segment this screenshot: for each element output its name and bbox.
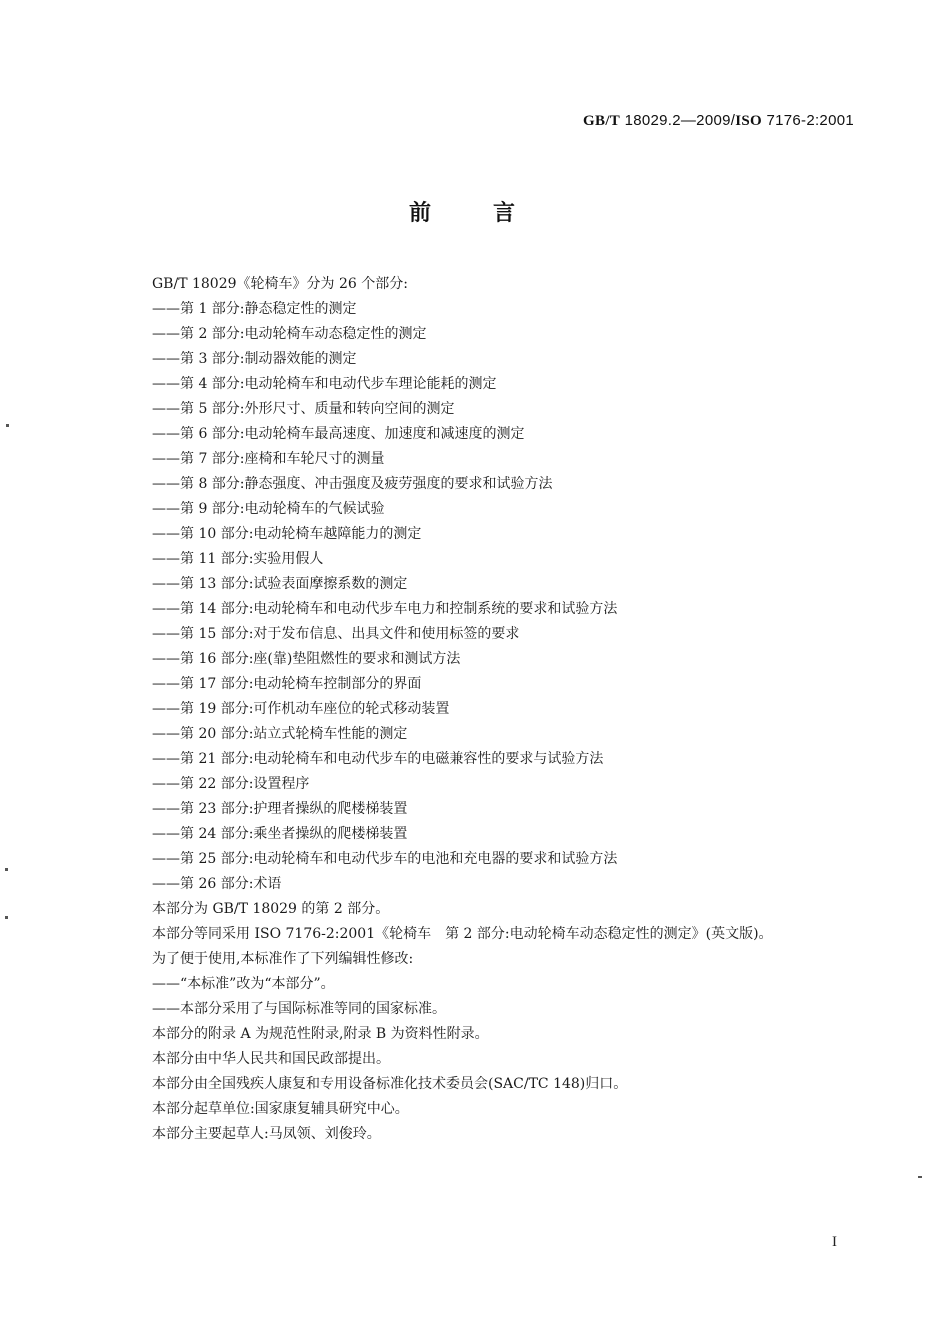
iso-prefix: ISO	[735, 113, 762, 129]
paragraph-managed-by: 本部分由全国残疾人康复和专用设备标准化技术委员会(SAC/TC 148)归口。	[152, 1076, 628, 1092]
paragraph-iso-equivalence: 本部分等同采用 ISO 7176-2:2001《轮椅车 第 2 部分:电动轮椅车动态稳定性的测定》(英文版)。	[152, 926, 773, 942]
page-number: I	[832, 1234, 837, 1250]
list-item: ——第 9 部分:电动轮椅车的气候试验	[152, 501, 385, 517]
paragraph-part-statement: 本部分为 GB/T 18029 的第 2 部分。	[152, 901, 390, 917]
list-item: ——第 2 部分:电动轮椅车动态稳定性的测定	[152, 326, 427, 342]
page-title: 前言	[408, 201, 577, 226]
editorial-change-item: ——“本标准”改为“本部分”。	[152, 976, 335, 992]
paragraph-drafters: 本部分主要起草人:马凤领、刘俊玲。	[152, 1126, 381, 1142]
paragraph-editorial-changes: 为了便于使用,本标准作了下列编辑性修改:	[152, 951, 414, 967]
list-item: ——第 17 部分:电动轮椅车控制部分的界面	[152, 676, 422, 692]
list-item: ——第 5 部分:外形尺寸、质量和转向空间的测定	[152, 401, 455, 417]
list-item: ——第 23 部分:护理者操纵的爬楼梯装置	[152, 801, 408, 817]
list-item: ——第 7 部分:座椅和车轮尺寸的测量	[152, 451, 385, 467]
iso-number: 7176-2:2001	[766, 112, 854, 129]
list-item: ——第 26 部分:术语	[152, 876, 282, 892]
list-item: ——第 6 部分:电动轮椅车最高速度、加速度和减速度的测定	[152, 426, 525, 442]
list-item: ——第 13 部分:试验表面摩擦系数的测定	[152, 576, 408, 592]
list-item: ——第 20 部分:站立式轮椅车性能的测定	[152, 726, 408, 742]
scan-speck	[6, 424, 9, 427]
list-item: ——第 19 部分:可作机动车座位的轮式移动装置	[152, 701, 450, 717]
standard-code-header	[583, 112, 854, 130]
scan-speck	[918, 1176, 922, 1178]
parts-list	[152, 297, 872, 897]
intro-line: GB/T 18029《轮椅车》分为 26 个部分:	[152, 276, 408, 292]
list-item: ——第 16 部分:座(靠)垫阻燃性的要求和测试方法	[152, 651, 461, 667]
list-item: ——第 3 部分:制动器效能的测定	[152, 351, 357, 367]
scan-speck	[5, 868, 8, 871]
list-item: ——第 11 部分:实验用假人	[152, 551, 324, 567]
list-item: ——第 10 部分:电动轮椅车越障能力的测定	[152, 526, 422, 542]
scan-speck	[5, 916, 8, 919]
list-item: ——第 8 部分:静态强度、冲击强度及疲劳强度的要求和试验方法	[152, 476, 553, 492]
list-item: ——第 15 部分:对于发布信息、出具文件和使用标签的要求	[152, 626, 520, 642]
list-item: ——第 22 部分:设置程序	[152, 776, 310, 792]
list-item: ——第 14 部分:电动轮椅车和电动代步车电力和控制系统的要求和试验方法	[152, 601, 618, 617]
paragraph-annexes: 本部分的附录 A 为规范性附录,附录 B 为资料性附录。	[152, 1026, 489, 1042]
editorial-change-item: ——本部分采用了与国际标准等同的国家标准。	[152, 1001, 446, 1017]
standard-code-prefix: GB/T	[583, 113, 621, 129]
list-item: ——第 1 部分:静态稳定性的测定	[152, 301, 357, 317]
list-item: ——第 24 部分:乘坐者操纵的爬楼梯装置	[152, 826, 408, 842]
paragraph-proposed-by: 本部分由中华人民共和国民政部提出。	[152, 1051, 390, 1067]
list-item: ——第 21 部分:电动轮椅车和电动代步车的电磁兼容性的要求与试验方法	[152, 751, 604, 767]
foreword-paragraphs	[152, 897, 872, 1147]
foreword-body	[152, 272, 872, 1147]
list-item: ——第 4 部分:电动轮椅车和电动代步车理论能耗的测定	[152, 376, 497, 392]
standard-code-number: 18029.2—2009/	[624, 112, 736, 129]
list-item: ——第 25 部分:电动轮椅车和电动代步车的电池和充电器的要求和试验方法	[152, 851, 618, 867]
paragraph-drafting-unit: 本部分起草单位:国家康复辅具研究中心。	[152, 1101, 409, 1117]
